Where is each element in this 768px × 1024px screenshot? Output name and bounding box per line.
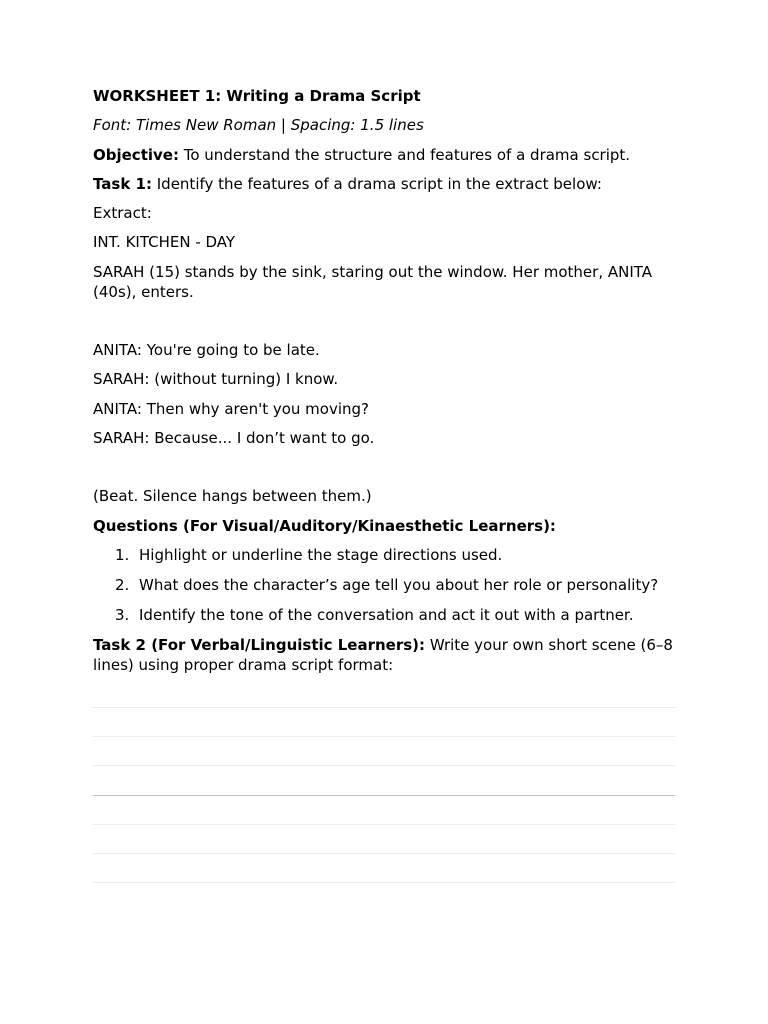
extract-label: Extract:	[93, 204, 152, 223]
questions-list	[93, 545, 675, 625]
task2	[93, 635, 675, 675]
writing-area[interactable]	[93, 679, 675, 883]
writing-line[interactable]	[93, 796, 675, 825]
font-note: Font: Times New Roman | Spacing: 1.5 lines	[93, 116, 424, 135]
question-text: Highlight or underline the stage directions used.	[139, 545, 503, 564]
question-text: What does the character’s age tell you about her role or personality?	[139, 575, 659, 594]
scene-heading: INT. KITCHEN - DAY	[93, 233, 236, 252]
question-item	[93, 575, 675, 595]
task1	[93, 174, 675, 194]
writing-line[interactable]	[93, 825, 675, 854]
writing-line[interactable]	[93, 679, 675, 708]
writing-line[interactable]	[93, 737, 675, 766]
question-item	[93, 605, 675, 625]
dialogue-line: SARAH: (without turning) I know.	[93, 370, 339, 389]
question-item	[93, 545, 675, 565]
writing-line[interactable]	[93, 766, 675, 795]
task1-text: Identify the features of a drama script in the extract below:	[151, 174, 602, 193]
writing-line[interactable]	[93, 854, 675, 883]
action-line: SARAH (15) stands by the sink, staring out the window. Her mother, ANITA (40s), enters.	[93, 262, 653, 301]
question-number: 2.	[115, 575, 130, 594]
dialogue-line: SARAH: Because... I don’t want to go.	[93, 428, 375, 447]
stage-direction: (Beat. Silence hangs between them.)	[93, 487, 372, 506]
writing-line[interactable]	[93, 708, 675, 737]
questions-heading: Questions (For Visual/Auditory/Kinaesthetic Learners):	[93, 516, 556, 535]
objective-text: To understand the structure and features of a drama script.	[178, 145, 631, 164]
objective	[93, 145, 675, 165]
task1-label: Task 1:	[93, 174, 152, 193]
question-number: 1.	[115, 545, 130, 564]
blank-line	[93, 457, 675, 486]
worksheet-page	[93, 86, 675, 883]
question-number: 3.	[115, 605, 130, 624]
objective-label: Objective:	[93, 145, 179, 164]
blank-line	[93, 311, 675, 340]
dialogue-line: ANITA: Then why aren't you moving?	[93, 399, 370, 418]
dialogue-line: ANITA: You're going to be late.	[93, 341, 320, 360]
task2-label: Task 2 (For Verbal/Linguistic Learners):	[93, 635, 426, 654]
task2-text: Write your own short scene (6–8 lines) using proper drama script format:	[93, 635, 673, 674]
question-text: Identify the tone of the conversation and act it out with a partner.	[139, 605, 634, 624]
worksheet-title: WORKSHEET 1: Writing a Drama Script	[93, 87, 421, 105]
